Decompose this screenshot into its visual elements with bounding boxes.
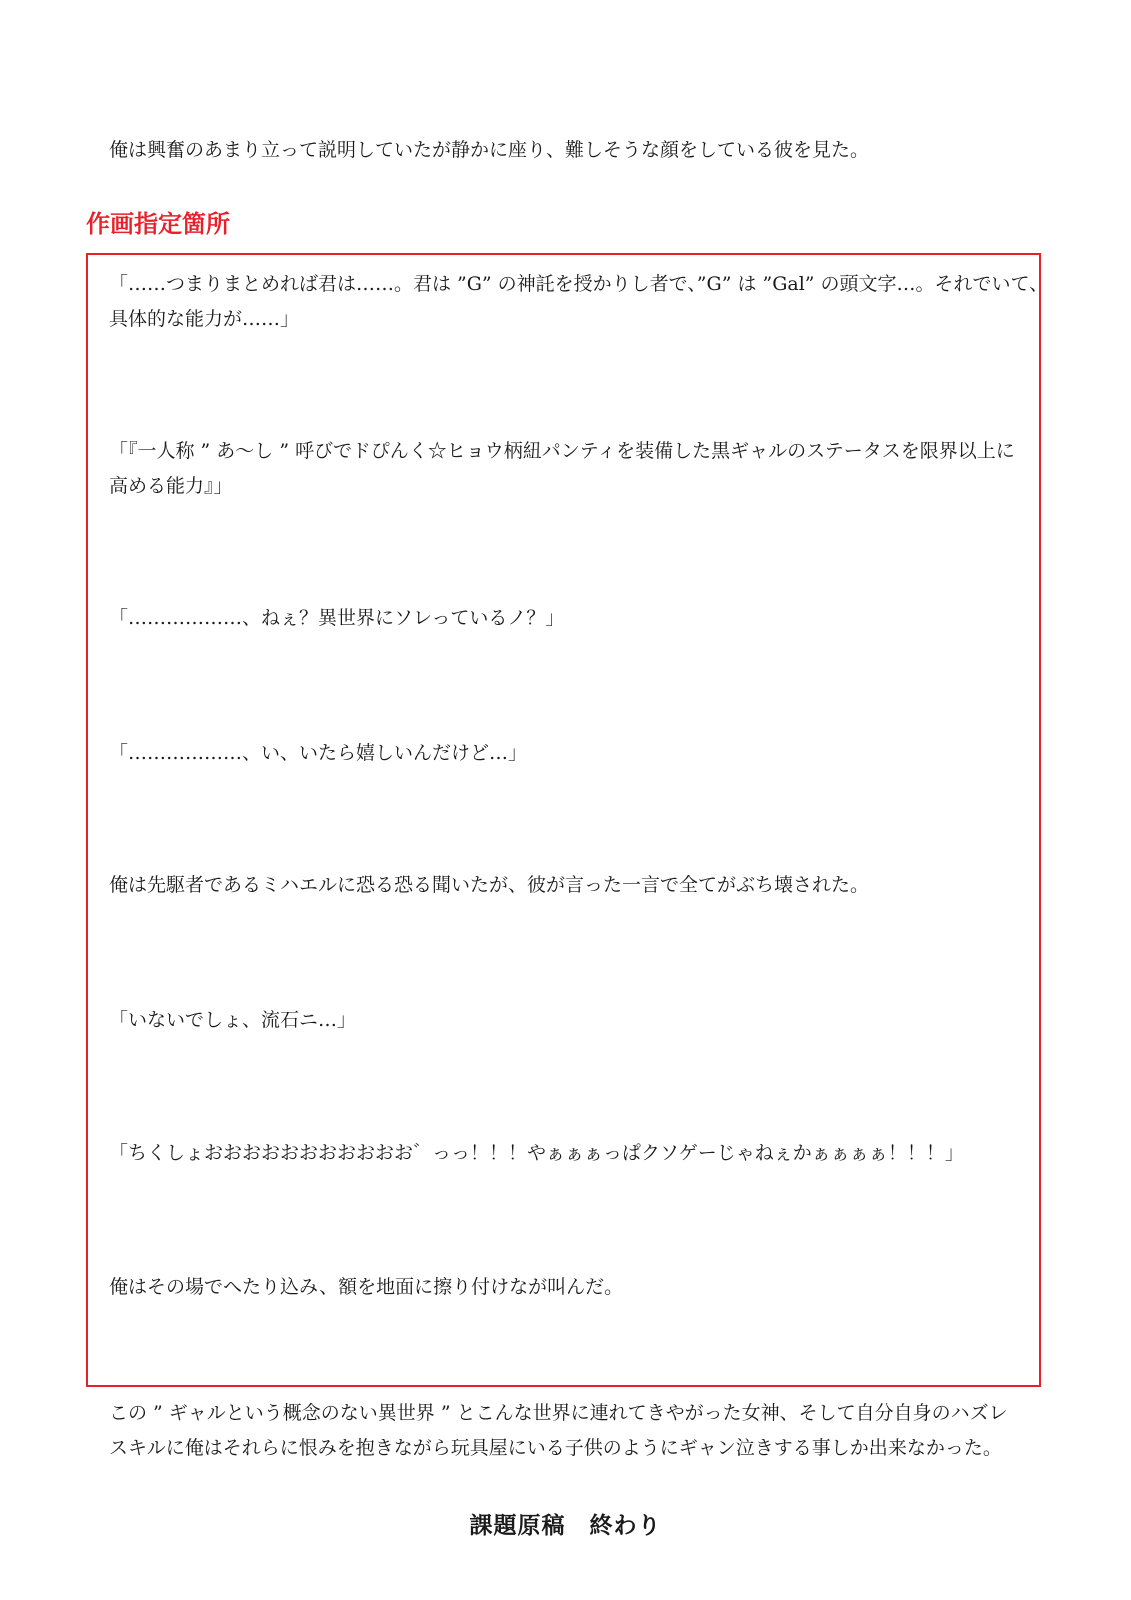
box-line: 「『一人称 ” あ～し ” 呼びでドぴんく☆ヒョウ柄紐パンティを装備した黒ギャルのステータスを限界以上に xyxy=(109,440,1015,462)
box-line: 具体的な能力が……」 xyxy=(109,308,300,330)
box-line: 高める能力』」 xyxy=(109,475,233,497)
box-line: 「……つまりまとめれば君は……。君は ”G” の神託を授かりし者で、”G” は ”Gal” の頭文字…。それでいて、 xyxy=(109,273,1049,295)
section-title: 作画指定箇所 xyxy=(86,209,230,238)
outro-line: スキルに俺はそれらに恨みを抱きながら玩具屋にいる子供のようにギャン泣きする事しか出来なかった。 xyxy=(109,1437,1002,1459)
box-line: 「………………、い、いたら嬉しいんだけど…」 xyxy=(109,742,528,764)
end-mark: 課題原稿 終わり xyxy=(469,1512,662,1539)
box-line: 俺は先駆者であるミハエルに恐る恐る聞いたが、彼が言った一言で全てがぶち壊された。 xyxy=(109,874,870,896)
outro-line: この ” ギャルという概念のない異世界 ” とこんな世界に連れてきやがった女神、そして自分自身のハズレ xyxy=(109,1402,1008,1424)
box-line: 「ちくしょおおおおおおおおおおお゛っっ！！！やぁぁぁっぱクソゲーじゃねぇかぁぁぁぁ！！！」 xyxy=(109,1142,964,1164)
illustration-spec-box xyxy=(86,253,1049,1387)
box-line: 「………………、ねぇ？異世界にソレっているノ？」 xyxy=(109,607,565,629)
box-line: 俺はその場でへたり込み、額を地面に擦り付けなが叫んだ。 xyxy=(109,1276,624,1298)
intro-paragraph: 俺は興奮のあまり立って説明していたが静かに座り、難しそうな顔をしている彼を見た。 xyxy=(109,139,870,161)
box-line: 「いないでしょ、流石ニ…」 xyxy=(109,1009,357,1031)
